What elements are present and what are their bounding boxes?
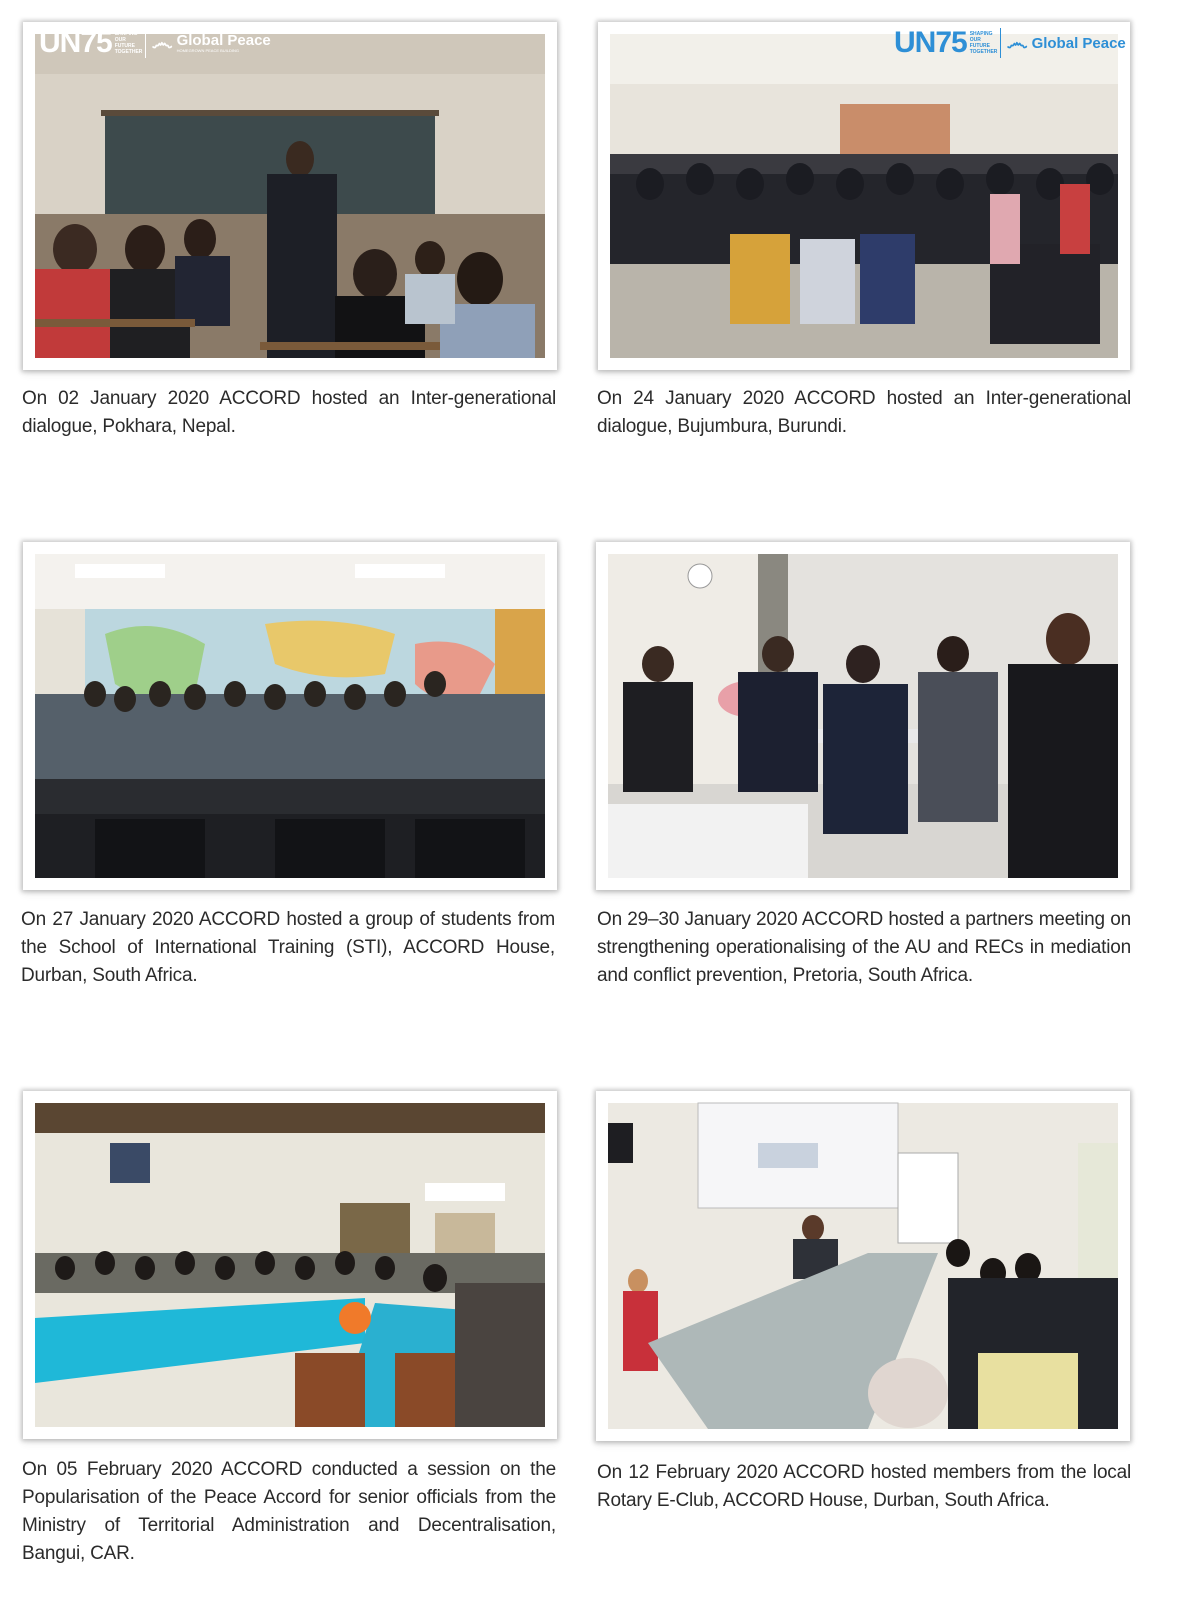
photo-card-durban-students [23,542,557,890]
global-peace-icon: ෴ [1006,30,1028,55]
global-peace-sub: HOMEGROWN PEACE BUILDING [176,48,240,53]
photo-partners-meeting [608,554,1118,878]
caption-bangui: On 05 February 2020 ACCORD conducted a session on the Popularisation of the Peace Accord for senior officials from the Ministry of Territorial Administration and Decentralisation, Bangui, CAR. [22,1459,556,1564]
caption-bujumbura: On 24 January 2020 ACCORD hosted an Inter-generational dialogue, Bujumbura, Burundi. [597,388,1131,437]
photo-bangui-session [35,1103,545,1427]
logo-group-blue [894,26,1126,59]
photo-students-boardroom [35,554,545,878]
global-peace-logo [1006,30,1126,56]
un75-tagline: SHAPING OUR FUTURE TOGETHER [969,31,998,55]
logo-divider [145,28,146,58]
global-peace-logo [152,30,271,56]
global-peace-icon: ෴ [151,30,173,55]
photo-card-pretoria [596,542,1130,890]
un75-logo: UN75 [39,26,112,59]
photo-classroom [35,34,545,358]
photo-card-pokhara [23,22,557,370]
photo-card-bujumbura [598,22,1130,370]
global-peace-name: Global Peace [1031,34,1126,52]
caption-pokhara: On 02 January 2020 ACCORD hosted an Inter-generational dialogue, Pokhara, Nepal. [22,388,556,437]
un75-tagline: SHAPING OUR FUTURE TOGETHER [114,31,143,55]
caption-rotary: On 12 February 2020 ACCORD hosted members from the local Rotary E-Club, ACCORD House, Durban, South Africa. [597,1462,1131,1511]
un75-logo: UN75 [894,26,967,59]
photo-rotary-meeting [608,1103,1118,1429]
logo-divider [1000,28,1001,58]
global-peace-name: Global Peace [176,32,271,49]
logo-group [39,28,271,58]
caption-pretoria: On 29–30 January 2020 ACCORD hosted a partners meeting on strengthening operationalising of the AU and RECs in mediation and conflict prevention, Pretoria, South Africa. [597,909,1131,986]
photo-card-bangui [23,1091,557,1439]
caption-durban-students: On 27 January 2020 ACCORD hosted a group of students from the School of International Training (STI), ACCORD House, Durban, South Africa. [21,909,555,986]
photo-card-rotary [596,1091,1130,1441]
photo-group-hall [610,34,1126,358]
